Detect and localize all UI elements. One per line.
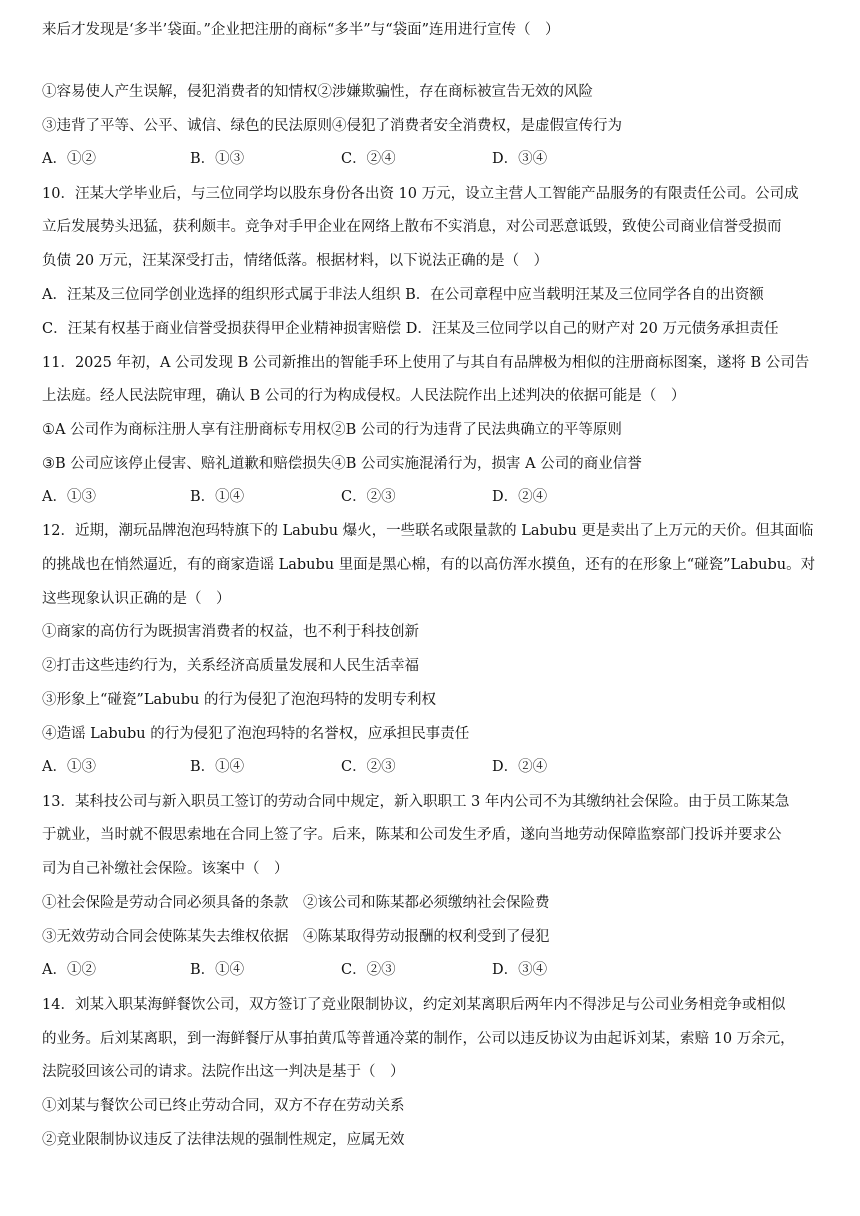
q13-stem: 13．某科技公司与新入职员工签订的劳动合同中规定，新入职职工 3 年内公司不为其缴纳社会保险。由于员工陈某急: [42, 794, 790, 810]
q9-option-b: B．①③: [190, 151, 245, 167]
q11-option-d: D．②④: [492, 489, 548, 505]
q14-statement-2: ②竞业限制协议违反了法律法规的强制性规定，应属无效: [42, 1132, 405, 1148]
q12-option-b: B．①④: [190, 759, 245, 775]
q12-statement-3: ③形象上“碰瓷”Labubu 的行为侵犯了泡泡玛特的发明专利权: [42, 692, 436, 708]
q9-option-a: A．①②: [42, 151, 96, 167]
q13-statement-1-2: ①社会保险是劳动合同必须具备的条款 ②该公司和陈某都必须缴纳社会保险费: [42, 895, 550, 911]
q13-statement-3-4: ③无效劳动合同会使陈某失去维权依据 ④陈某取得劳动报酬的权利受到了侵犯: [42, 929, 550, 945]
q12-statement-1: ①商家的高仿行为既损害消费者的权益，也不利于科技创新: [42, 624, 419, 640]
q11-option-a: A．①③: [42, 489, 96, 505]
q13-option-b: B．①④: [190, 962, 245, 978]
q9-statement-1-2: ①容易使人产生误解，侵犯消费者的知情权②涉嫌欺骗性，存在商标被宣告无效的风险: [42, 84, 593, 100]
q13-option-d: D．③④: [492, 962, 548, 978]
q12-option-d: D．②④: [492, 759, 548, 775]
q9-option-c: C．②④: [341, 151, 396, 167]
q11-statement-1-2: ①A 公司作为商标注册人享有注册商标专用权②B 公司的行为违背了民法典确立的平等原则: [42, 422, 622, 438]
q10-stem: 负债 20 万元，汪某深受打击，情绪低落。根据材料，以下说法正确的是（ ）: [42, 253, 549, 269]
q11-stem: 上法庭。经人民法院审理，确认 B 公司的行为构成侵权。人民法院作出上述判决的依据可能是（ ）: [42, 388, 686, 404]
q14-stem: 14．刘某入职某海鲜餐饮公司，双方签订了竞业限制协议，约定刘某离职后两年内不得涉足与公司业务相竞争或相似: [42, 997, 786, 1013]
q13-stem: 于就业，当时就不假思索地在合同上签了字。后来，陈某和公司发生矛盾，遂向当地劳动保障监察部门投诉并要求公: [42, 827, 782, 843]
q12-option-c: C．②③: [341, 759, 396, 775]
q13-option-c: C．②③: [341, 962, 396, 978]
q11-statement-3-4: ③B 公司应该停止侵害、赔礼道歉和赔偿损失④B 公司实施混淆行为，损害 A 公司的商业信誉: [42, 456, 642, 472]
q13-stem: 司为自己补缴社会保险。该案中（ ）: [42, 861, 289, 877]
q12-statement-2: ②打击这些违约行为，关系经济高质量发展和人民生活幸福: [42, 658, 419, 674]
q9-statement-3-4: ③违背了平等、公平、诚信、绿色的民法原则④侵犯了消费者安全消费权，是虚假宣传行为: [42, 118, 622, 134]
q10-option-c-d: C．汪某有权基于商业信誉受损获得甲企业精神损害赔偿 D．汪某及三位同学以自己的财产对 20 万元债务承担责任: [42, 321, 779, 337]
q9-option-d: D．③④: [492, 151, 548, 167]
q12-stem: 的挑战也在悄然逼近，有的商家造谣 Labubu 里面是黑心棉，有的以高仿浑水摸鱼，还有的在形象上“碰瓷”Labubu。对: [42, 557, 816, 573]
q12-option-a: A．①③: [42, 759, 96, 775]
q9-stem-tail: 来后才发现是‘多半’袋面。”企业把注册的商标“多半”与“袋面”连用进行宣传（ ）: [42, 22, 560, 38]
q14-statement-1: ①刘某与餐饮公司已终止劳动合同，双方不存在劳动关系: [42, 1098, 405, 1114]
q12-statement-4: ④造谣 Labubu 的行为侵犯了泡泡玛特的名誉权，应承担民事责任: [42, 726, 470, 742]
q10-option-a-b: A．汪某及三位同学创业选择的组织形式属于非法人组织 B．在公司章程中应当载明汪某及三位同学各自的出资额: [42, 287, 764, 303]
q12-stem: 12．近期，潮玩品牌泡泡玛特旗下的 Labubu 爆火，一些联名或限量款的 Labubu 更是卖出了上万元的天价。但其面临: [42, 523, 814, 539]
q11-stem: 11．2025 年初，A 公司发现 B 公司新推出的智能手环上使用了与其自有品牌极为相似的注册商标图案，遂将 B 公司告: [42, 355, 810, 371]
q10-stem: 立后发展势头迅猛，获利颇丰。竞争对手甲企业在网络上散布不实消息，对公司恶意诋毁，致使公司商业信誉受损而: [42, 219, 782, 235]
q10-stem: 10．汪某大学毕业后，与三位同学均以股东身份各出资 10 万元，设立主营人工智能产品服务的有限责任公司。公司成: [42, 186, 799, 202]
q12-stem: 这些现象认识正确的是（ ）: [42, 591, 231, 607]
q11-option-c: C．②③: [341, 489, 396, 505]
q13-option-a: A．①②: [42, 962, 96, 978]
q14-stem: 的业务。后刘某离职，到一海鲜餐厅从事拍黄瓜等普通冷菜的制作，公司以违反协议为由起诉刘某，索赔 10 万余元，: [42, 1031, 795, 1047]
q11-option-b: B．①④: [190, 489, 245, 505]
q14-stem: 法院驳回该公司的请求。法院作出这一判决是基于（ ）: [42, 1064, 405, 1080]
